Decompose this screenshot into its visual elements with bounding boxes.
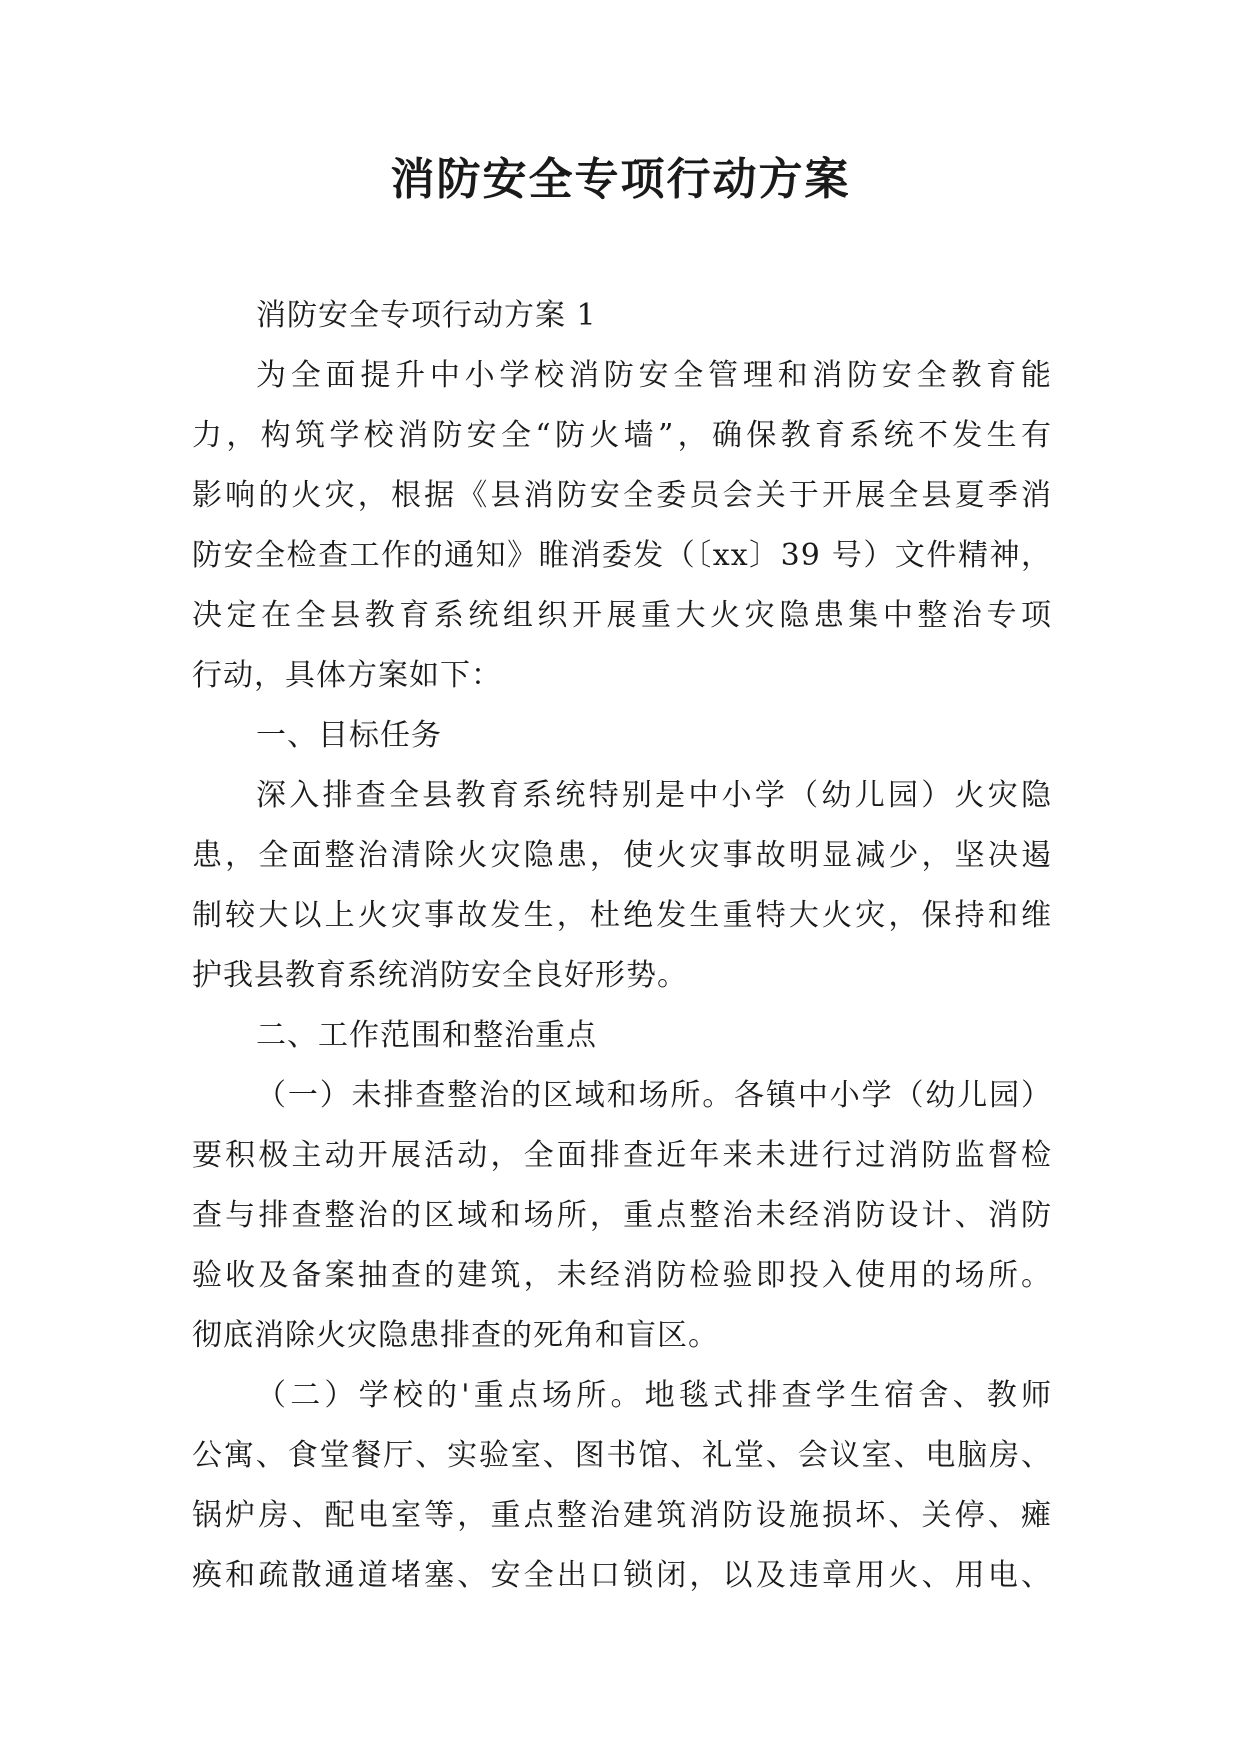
document-body [192, 286, 1052, 1606]
paragraph-line: 验收及备案抽查的建筑，未经消防检验即投入使用的场所。 [192, 1258, 1052, 1293]
paragraph-line: 患，全面整治清除火灾隐患，使火灾事故明显减少，坚决遏 [192, 838, 1052, 873]
paragraph-line: （二）学校的'重点场所。地毯式排查学生宿舍、教师 [256, 1378, 1052, 1413]
paragraph-line: 要积极主动开展活动，全面排查近年来未进行过消防监督检 [192, 1138, 1052, 1173]
paragraph-line: 护我县教育系统消防安全良好形势。 [192, 958, 688, 993]
paragraph-line: 锅炉房、配电室等，重点整治建筑消防设施损坏、关停、瘫 [192, 1498, 1052, 1533]
paragraph-line: （一）未排查整治的区域和场所。各镇中小学（幼儿园） [256, 1078, 1052, 1113]
paragraph-line: 二、工作范围和整治重点 [256, 1018, 597, 1053]
paragraph-line: 查与排查整治的区域和场所，重点整治未经消防设计、消防 [192, 1198, 1052, 1233]
paragraph-line: 消防安全专项行动方案 1 [256, 298, 597, 333]
paragraph-line: 为全面提升中小学校消防安全管理和消防安全教育能 [256, 358, 1052, 393]
paragraph-line: 力，构筑学校消防安全“防火墙”，确保教育系统不发生有 [192, 418, 1052, 453]
paragraph-line: 影响的火灾，根据《县消防安全委员会关于开展全县夏季消 [192, 478, 1052, 513]
paragraph-line: 彻底消除火灾隐患排查的死角和盲区。 [192, 1318, 719, 1353]
paragraph-line: 行动，具体方案如下： [192, 658, 502, 693]
paragraph-line: 痪和疏散通道堵塞、安全出口锁闭，以及违章用火、用电、 [192, 1558, 1052, 1593]
paragraph-line: 公寓、食堂餐厅、实验室、图书馆、礼堂、会议室、电脑房、 [192, 1438, 1052, 1473]
paragraph-line: 深入排查全县教育系统特别是中小学（幼儿园）火灾隐 [256, 778, 1052, 813]
paragraph-line: 决定在全县教育系统组织开展重大火灾隐患集中整治专项 [192, 598, 1052, 633]
paragraph-line: 一、目标任务 [256, 718, 442, 753]
document-title: 消防安全专项行动方案 [390, 154, 851, 205]
paragraph-line: 制较大以上火灾事故发生，杜绝发生重特大火灾，保持和维 [192, 898, 1052, 933]
paragraph-line: 防安全检查工作的通知》睢消委发（〔xx〕39 号）文件精神， [192, 538, 1052, 573]
